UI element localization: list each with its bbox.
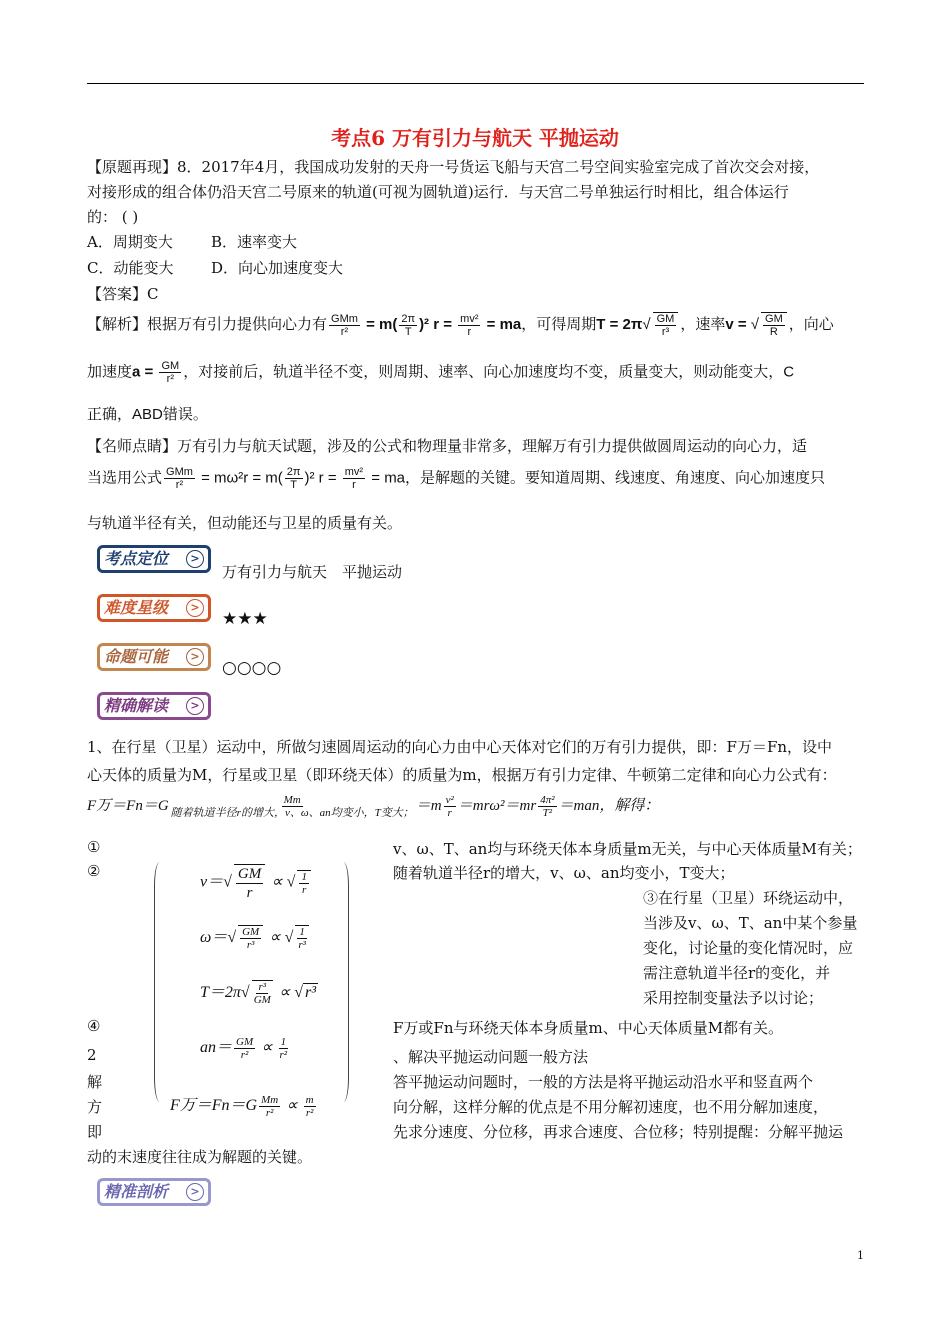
option-c: C．动能变大 [87,259,174,277]
num: 2π [286,466,301,478]
formula-acceleration [200,1034,290,1061]
formula [761,312,787,338]
den: r [467,325,472,338]
text: 【解析】根据万有引力提供向心力有 [87,315,328,333]
formula: = mω²r = m( [196,469,283,487]
num: GM [236,1035,254,1048]
badge-label: 精确解读 [104,696,169,715]
body-line: 1、在行星（卫星）运动中，所做匀速圆周运动的向心力由中心天体对它们的万有引力提供，即：F万＝Fn，设中 [87,738,833,756]
den: r [302,884,307,896]
den: r² [279,1048,288,1061]
formula: ∝ [271,873,283,891]
formula: ∝ [278,984,291,1001]
den: r³ [298,939,306,952]
text: ，向心 [788,315,834,333]
question-line: 的： ( ) [87,208,139,226]
den: r² [265,1106,274,1119]
tip-line: 与轨道半径有关，但动能还与卫星的质量有关。 [87,514,403,532]
num: GM [237,866,262,882]
formula [164,466,195,491]
body-line: 需注意轨道半径r的变化，并 [643,964,831,982]
body-line: 动的末速度往往成为解题的关键。 [87,1148,313,1166]
den: r² [240,1048,249,1061]
page-title: 考点6 万有引力与航天 平抛运动 [331,126,619,150]
body-line: ③在行星（卫星）环绕运动中， [643,889,854,907]
text: ，对接前后，轨道半径不变，则周期、速率、向心加速度均不变，质量变大，则动能变大，C [183,363,795,381]
den: T [290,479,298,491]
num: mv² [460,312,479,325]
den: r [447,807,452,820]
num: mv² [344,466,364,478]
formula: an＝ [200,1039,233,1056]
formula: ω＝ [200,929,228,946]
num: GMm [331,312,358,325]
gravitation-formula [87,794,659,819]
badge-analysis [97,1178,211,1206]
body-line: v、ω、T、an均与环绕天体本身质量m无关，与中心天体质量M有关； [393,840,862,858]
formula-force [170,1092,318,1119]
list-marker: 即 [87,1123,103,1141]
formula [295,925,309,951]
analysis-line: 【解析】根据万有引力提供向心力有 GMm r² = m( $\frac{2\pi}{T}$ )² r = $\frac{\text{mv²}}{r}$ = ma，可得周期T = 2π√ $\frac{GM}{\text{r³}}$ ，速率v = √ $\frac{GM}{R}$ ，向心 [87,312,834,338]
body-line: 向分解，这样分解的优点是不用分解初速度，也不用分解加速度， [393,1098,829,1116]
formula: F万＝Fn＝G [170,1097,258,1114]
body-line: 当涉及v、ω、T、an中某个参量 [643,914,858,932]
text: ，可得周期 [521,315,597,333]
formula [252,980,273,1006]
formula [234,864,265,902]
option-b: B．速率变大 [211,233,298,251]
arrow-circle-icon: > [186,697,204,715]
formula: v＝ [200,873,224,891]
formula: v = [725,315,751,333]
den: r [246,885,253,901]
formula [444,794,456,819]
num: 1 [301,871,307,883]
den: T [404,325,412,338]
badge-label: 命题可能 [104,647,169,666]
formula: = m( [361,315,398,333]
difficulty-stars: ★★★ [222,609,268,629]
den: 随着轨道半径r的增大，v、ω、an均变小，T变大； [170,807,414,820]
list-marker: ② [87,862,101,880]
badge-value: 万有引力与航天 平抛运动 [222,563,403,581]
formula [279,1036,289,1061]
body-line: F万或Fn与环绕天体本身质量m、中心天体质量M都有关。 [393,1019,784,1037]
text: 当选用公式 [87,468,163,487]
den: r³ [661,326,670,338]
text: 加速度 [87,363,133,381]
body-line: 随着轨道半径r的增大，v、ω、an均变小，T变大； [393,864,735,882]
analysis-line [87,360,794,385]
formula: ∝ [269,929,281,946]
den: GM [253,994,271,1007]
num: v² [445,794,454,807]
formula [159,360,181,385]
analysis-line: 正确，ABD错误。 [87,406,208,423]
num: 1 [299,926,305,939]
formula-omega: ω＝√ $\frac{GM}{\text{r³}}$ ∝ √ $\frac{1}{\text{r³}}$ [200,924,311,951]
num: 1 [280,1035,287,1048]
option-d: D．向心加速度变大 [211,259,344,277]
num: GM [161,360,180,372]
num: m [305,1093,314,1106]
den: r [352,479,356,491]
list-marker: 方 [87,1098,103,1116]
list-marker: ① [87,838,101,856]
tip-line: 【名师点睛】万有引力与航天试题，涉及的公式和物理量非常多，理解万有引力提供做圆周运动的向心力，适 [87,437,808,455]
formula [343,466,365,491]
num: Mm [261,1093,279,1106]
formula [653,312,679,338]
text: ，是解题的关键。要知道周期、线速度、角速度、向心加速度只 [405,468,826,487]
text: ，速率 [680,315,726,333]
arrow-circle-icon: > [186,1183,204,1201]
formula: ＝mrω²＝mr [457,798,537,814]
right-brace [338,862,349,1102]
formula [304,1094,316,1119]
formula: T = 2π [596,315,643,333]
formula [538,794,556,819]
formula: a = [132,363,158,381]
body-line: 心天体的质量为M，行星或卫星（即环绕天体）的质量为m，根据万有引力定律、牛顿第二定律和向心力公式有： [87,766,837,784]
formula-v: v＝√ $\frac{GM}{r}$ ∝ √ $\frac{1}{r}$ [200,864,313,902]
answer: 【答案】C [87,285,159,303]
arrow-circle-icon: > [186,599,204,617]
left-brace [154,862,165,1102]
formula: T＝2π [200,984,241,1001]
formula: F万＝Fn＝G [87,798,169,814]
formula [458,313,480,338]
likelihood-circles: ○○○○ [222,658,282,678]
num: GMm [166,466,193,478]
page-number: 1 [857,1249,864,1262]
formula [399,313,417,338]
formula-period: T＝2π√ $\frac{\text{r³}}{GM}$ ∝ √ r³ [200,981,317,1007]
option-a: A．周期变大 [87,233,173,251]
formula [297,870,311,896]
num: GM [765,313,783,325]
formula [238,925,263,951]
badge-label: 考点定位 [104,549,169,568]
badge-difficulty [97,594,211,622]
den: r³ [246,939,255,952]
den: r² [305,1106,314,1119]
formula-box [150,862,365,1119]
den: r² [166,373,174,385]
body-line: 答平抛运动问题时，一般的方法是将平抛运动沿水平和竖直两个 [393,1073,814,1091]
list-marker: 2 [87,1046,97,1064]
body-line: 变化，讨论量的变化情况时，应 [643,939,854,957]
header-rule [87,83,864,84]
formula: = ma [482,315,522,333]
num: GM [656,313,675,325]
arrow-circle-icon: > [186,550,204,568]
badge-label: 精准剖析 [104,1182,169,1201]
formula: ∝ [261,1039,273,1056]
badge-label: 难度星级 [104,598,169,617]
num: 2π [401,312,416,325]
body-line: 、解决平抛运动问题一般方法 [393,1048,589,1066]
num: r³ [258,981,267,994]
formula: = ma [367,469,406,487]
badge-interpretation [97,692,211,720]
formula: )² r = [419,315,457,333]
formula: ∝ [286,1097,298,1114]
list-marker: 解 [87,1073,103,1091]
question-line: 【原题再现】8．2017年4月，我国成功发射的天舟一号货运飞船与天宫二号空间实验室完成了首次交会对接， [87,158,820,176]
body-line: 采用控制变量法予以讨论； [643,989,824,1007]
formula [329,313,360,338]
list-marker: ④ [87,1017,101,1035]
formula: r³ [305,984,317,1001]
formula: ＝man，解得： [558,798,660,814]
arrow-circle-icon: > [186,648,204,666]
formula: )² r = [304,469,341,487]
den: r² [340,325,349,338]
question-line: 对接形成的组合体仍沿天宫二号原来的轨道(可视为圆轨道)运行．与天宫二号单独运行时相比，组合体运行 [87,183,789,201]
den: r² [175,479,184,491]
num: GM [242,926,260,939]
badge-kaodian [97,545,211,573]
formula [285,466,303,491]
formula [171,794,414,819]
formula [259,1094,280,1119]
formula [234,1036,255,1061]
body-line: 先求分速度、分位移，再求合速度、合位移；特别提醒：分解平抛运 [393,1123,844,1141]
tip-line [87,466,825,491]
den: T² [542,807,553,820]
num: Mm [283,794,301,807]
badge-likelihood [97,643,211,671]
den: R [769,326,778,338]
formula: ＝m [415,798,442,814]
num: 4π² [540,794,555,807]
